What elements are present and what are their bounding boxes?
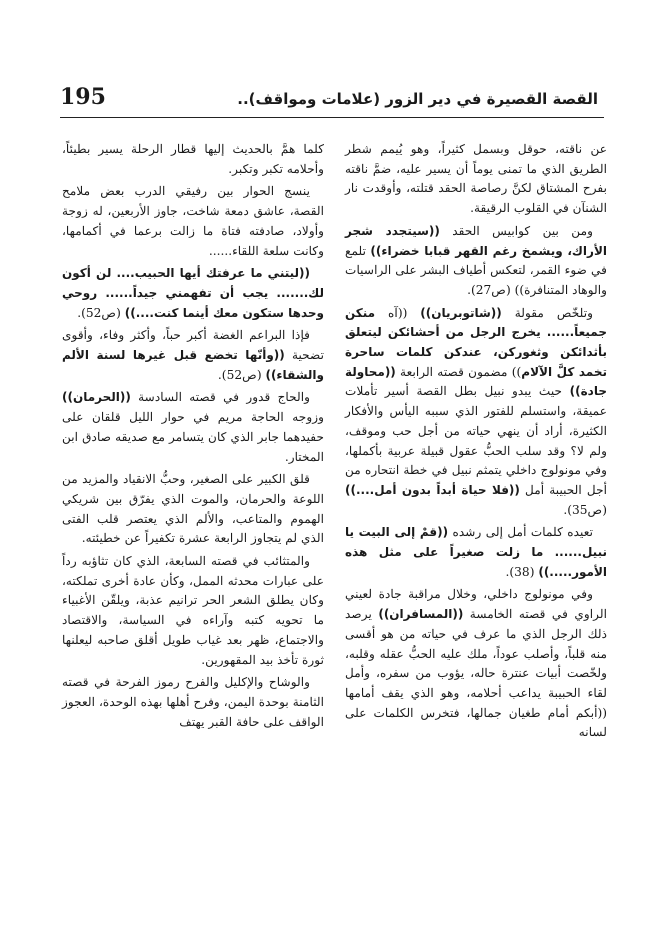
paragraph — [62, 264, 324, 323]
text-run: ينسج الحوار بين رفيقي الدرب بعض ملامح القصة، عاشق دمعة شاخت، جاوز الأربعين، له زوجة وأولاد، صادفته فتاة ما زالت برعما في أكمامها، وكانت سلعة اللقاء...... — [62, 184, 324, 258]
paragraph — [62, 388, 324, 467]
text-run: فإذا البراعم الغضة أكبر حباً، وأكثر وفاء، وأقوى تضحية — [62, 328, 324, 363]
page-number: 195 — [60, 84, 106, 110]
header-rule — [60, 117, 604, 118]
paragraph — [345, 222, 607, 301]
text-run: (ص35). — [563, 502, 607, 517]
paragraph — [62, 470, 324, 549]
bold-quote: منكن جميعاً...... يخرج الرجل من أحشائكن ليتعلق بأثدائكن وثغوركن، عندكن كلمات ساحرة تخمد كلَّ الآلام — [345, 305, 607, 379]
bold-quote: ((فلا حياة أبداً بدون أمل....)) — [345, 482, 520, 497]
text-run: يرصد ذلك الرجل الذي ما عرف في حياته من هو أقسى منه قلباً، وأصلب عوداً، ملك عليه الحبُّ عقله وقلبه، ولخّصت أبيات عنترة حاله، يؤوب من سفره، وأمل لقاء الحبيبة يداعب أحلامه، وهو الذي يقف أمامها ((أبكم أمام طغيان جمالها، فتخرس الكلمات على لسانه — [345, 607, 607, 740]
paragraph — [62, 182, 324, 261]
right-column — [345, 140, 607, 746]
text-run: ومن بين كوابيس الحقد — [439, 223, 593, 238]
paragraph — [62, 552, 324, 670]
bold-quote: ((ليتني ما عرفتك أيها الحبيب.... لن أكون لك....... يجب أن تفهمني جيداً...... روحي وحدها ستكون معك أينما كنت....)) — [62, 266, 324, 320]
text-run: )) مضمون قصته الرابعة — [395, 364, 522, 379]
text-run: (38). — [505, 564, 539, 579]
text-run: كلما همَّ بالحديث إليها قطار الرحلة يسير بطيئاً، وأحلامه تكبر وتكبر. — [62, 142, 324, 176]
text-run: تلمع في ضوء القمر، لتعكس أطياف البشر على الراسيات والوهاد المتنافرة)) (ص27). — [345, 243, 607, 297]
text-run: (ص52). — [77, 305, 125, 320]
paragraph — [62, 140, 324, 179]
text-run: وتلخّص مقولة — [501, 305, 593, 320]
bold-quote: ((الحرمان)) — [62, 390, 131, 405]
text-run: عن ناقته، حوقل وبسمل كثيراً، وهو يُيمم شطر الطريق الذي ما تمنى يوماً أن يسير عليه، ضمَّ ناقته بفرح المشتاق لكنَّ رصاصة الحقد قتلته، وأوقدت نار الشنآن في القلوب الرقيقة. — [345, 142, 607, 216]
paragraph — [62, 673, 324, 732]
bold-quote: ((قمْ إلى البيت يا نبيل...... ما زلت صغيراً على مثل هذه الأمور.....)) — [345, 525, 607, 579]
text-run: والوشاح والإكليل والفرح رموز الفرحة في قصته الثامنة بوحدة اليمن، وفرح أهلها بهذه الوحدة، العجوز الواقف على حافة القبر يهتف — [62, 675, 324, 729]
text-run: تعيده كلمات أمل إلى رشده — [448, 525, 593, 540]
text-run: ((آه — [375, 305, 421, 320]
text-run: والمتثائب في قصته السابعة، الذي كان تثاؤبه رداً على عبارات محدثه الممل، وكأن عادة أخرى تملكته، وكان يطلق الشعر الحر ترانيم عذبة، ويلقّن الأغبياء ما تحويه كتبه وآراءه في السياسة، والاقتصاد والاجتماع، ظهر بعد غياب طويل أقلق صاحبه ليعلنها ثورة تأخذ بيد المقهورين. — [62, 554, 324, 667]
paragraph — [345, 304, 607, 521]
bold-quote: ((شاتوبريان)) — [420, 305, 502, 320]
left-column — [62, 140, 324, 735]
paragraph — [345, 140, 607, 219]
paragraph — [345, 523, 607, 582]
text-run: وفي مونولوج داخلي، وخلال مراقبة جادة لعيني الراوي في قصته الخامسة — [345, 587, 607, 622]
paragraph — [345, 585, 607, 743]
bold-quote: ((وأنّها تخضع قبل غيرها لسنة الألم والشقاء)) — [62, 348, 324, 382]
bold-quote: ((محاولة جادة)) — [345, 364, 607, 399]
running-header — [60, 84, 604, 118]
text-run: حيث يبدو نبيل بطل القصة أسير تأملات عميقة، واستسلم للفتور الذي سببه اليأس والأفكار الكثيرة، أراد أن ينهي حياته من أجل حب وموقف، ولم لا؟ وقد سلب الحبُّ عقول قبيلة عربية بأكملها، وفي مونولوج داخلي يتمثم نبيل في خطة انتحاره من أجل الحبيبة أمل — [345, 384, 607, 497]
bold-quote: ((سيتجدد شجر الأراك، ويشمخ رغم القهر قبابا خضراء)) — [345, 223, 607, 258]
text-run: قلق الكبير على الصغير، وحبُّ الانقياد والمزيد من اللوعة والحرمان، والموت الذي يفرّق بين شريكي الهموم والمتاعب، والألم الذي يعتصر قلب الفتى الذي لم يتجاوز الرابعة عشرة تكفيراً عن خطيئته. — [62, 472, 324, 546]
running-title: القصة القصيرة في دير الزور (علامات ومواقف).. — [237, 90, 598, 108]
bold-quote: ((المسافران)) — [378, 607, 464, 622]
paragraph — [62, 326, 324, 385]
text-run: وزوجه الحاجة مريم في حوار الليل قلقان على حفيدهما جابر الذي كان يتسامر مع صديقه صادق ابن المختار. — [62, 410, 324, 464]
text-run: والحاج قدور في قصته السادسة — [130, 390, 310, 405]
text-run: (ص52). — [217, 367, 266, 382]
